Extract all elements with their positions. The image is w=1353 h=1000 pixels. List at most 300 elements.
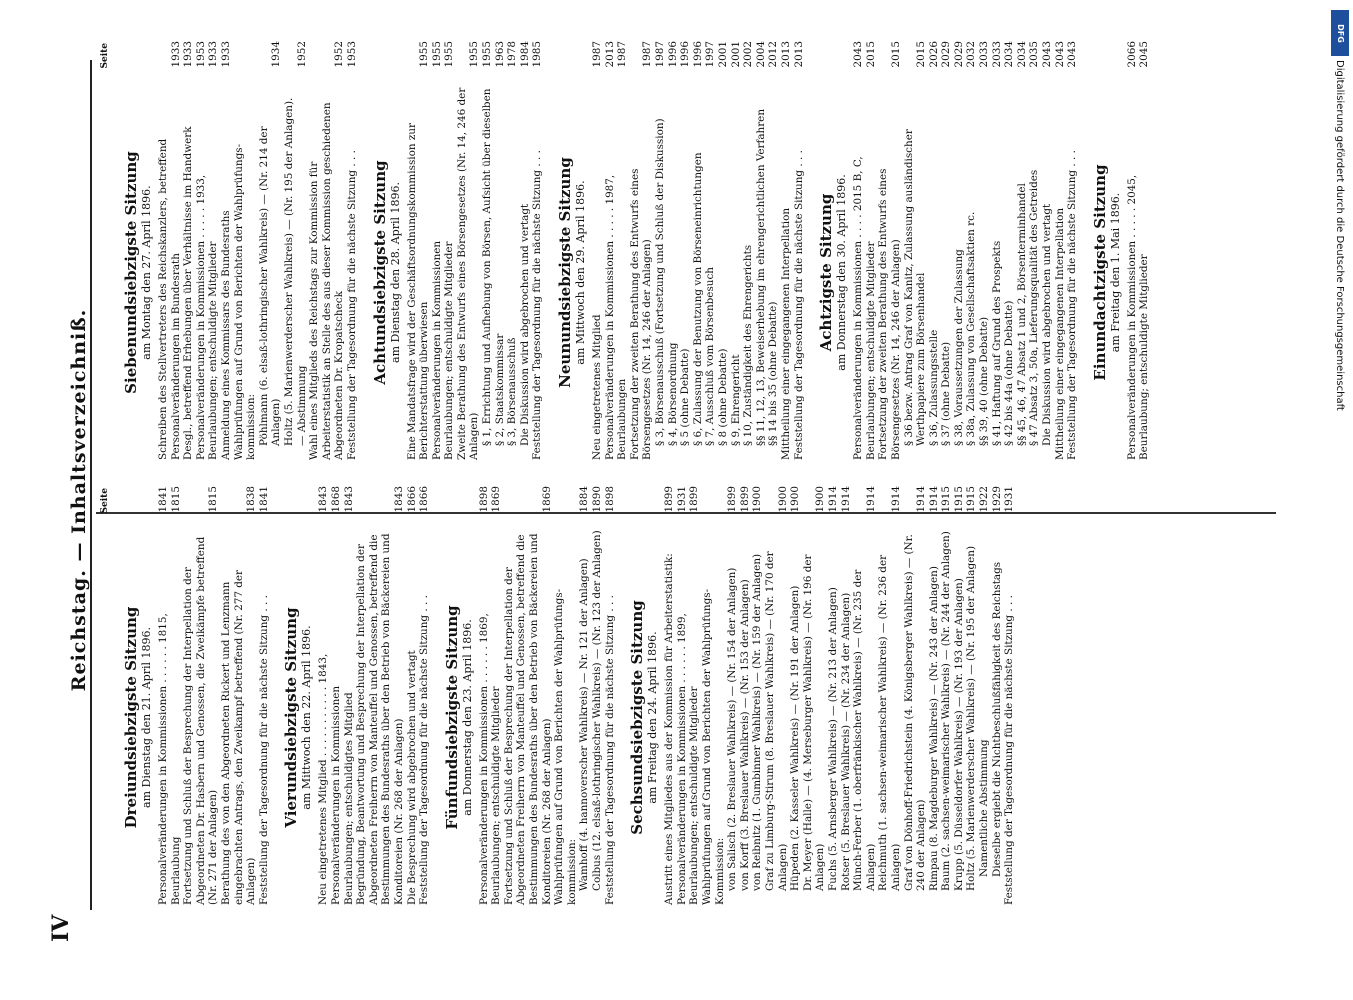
entry-page: 1899 [688,486,701,513]
entry-text: Personalveränderungen in Kommissionen . . . . 2015 B, C, [852,156,865,460]
toc-entry [927,41,941,460]
entry-text: Krupp (5. Düsseldorfer Wahlkreis) — (Nr. 193 der Anlagen) [952,578,965,891]
toc-entry [1066,41,1079,460]
toc-entry [978,486,991,905]
entry-page: 1914 [864,486,877,513]
session-date: am Freitag den 1. Mai 1896. [1108,192,1122,353]
entry-page: 1955 [468,41,481,68]
toc-entry [531,41,544,460]
entry-page: 2029 [940,41,953,68]
entry-page: 1869 [540,486,553,513]
toc-entry [207,41,220,460]
toc-entry [852,486,877,905]
entry-text: Pöhlmann (6. elsaß-lothringischer Wahlkreis) — (Nr. 214 der Anlagen) [257,126,283,446]
entry-text: Fortsetzung der zweiten Berathung des Entwurfs eines Börsengesetzes (Nr. 14, 246 der Anlagen) [877,168,902,460]
entry-text: Feststellung der Tagesordnung für die nächste Sitzung . . . [1003,595,1016,905]
entry-text: Fortsetzung der zweiten Berathung des Entwurfs eines Börsengesetzes (Nr. 14, 246 der Anlagen) [628,168,654,460]
entry-text: Feststellung der Tagesordnung für die nächste Sitzung . . . [418,595,431,905]
toc-entry [355,486,405,905]
entry-page: 1866 [405,486,418,513]
toc-entry [877,41,902,460]
entry-page: 1996 [691,41,704,68]
toc-entry [726,486,739,905]
seite-label: Seite [100,488,110,514]
toc-entry [418,486,431,905]
entry-page: 2033 [978,41,991,68]
toc-entry [990,41,1004,460]
entry-text: Beurlaubungen; entschuldigte Mitglieder [443,241,456,460]
entry-text: § 7, Ausschluß vom Börsenbesuch [704,267,717,446]
entry-page: 1843 [392,486,405,513]
entry-page: 2001 [729,41,742,68]
entry-text: Feststellung der Tagesordnung für die nächste Sitzung . . . [531,150,544,460]
session-title: Vierundsiebzigste Sitzung [282,607,301,828]
toc-entry [157,41,182,460]
session-date: am Dienstag den 21. April 1896. [140,627,153,808]
entry-text: Feststellung der Tagesordnung für die nächste Sitzung . . . [603,595,616,905]
session-date: am Donnerstag den 30. April 1896. [835,174,849,371]
entry-page: 2043 [1041,41,1054,68]
entry-page: 1869 [490,486,503,513]
entry-page: 2002 [742,41,755,68]
entry-page: 1900 [776,486,789,513]
toc-entry [493,41,507,460]
entry-page: 1984 [518,41,531,68]
toc-entry [1125,41,1139,460]
entry-text: § 4, Börsenordnung [666,342,679,446]
toc-entry [779,41,793,460]
entry-text: Fuchs (5. Arnsberger Wahlkreis) — (Nr. 213 der Anlagen) [826,587,839,891]
entry-text: § 8 (ohne Debatte) [716,348,729,446]
toc-entry [927,486,941,905]
entry-text: Beurlaubung; entschuldigte Mitglieder [1138,254,1151,460]
toc-entry [477,486,491,905]
entry-page: 1933 [182,41,195,68]
entry-text: Baum (2. sachsen-weimarischer Wahlkreis) — (Nr. 244 der Anlagen) [940,531,953,891]
toc-entry [763,486,789,905]
entry-page: 1914 [889,486,902,513]
toc-entry [902,41,928,460]
entry-text: Rotser (5. Breslauer Wahlkreis) — (Nr. 234 der Anlagen) [839,592,852,891]
toc-entry [801,486,827,905]
entry-text: Hüpeden (2. Kasseler Wahlkreis) — (Nr. 191 der Anlagen) [789,585,802,891]
entry-page: 2034 [1003,41,1016,68]
toc-entry [342,486,356,905]
toc-entry [877,486,902,905]
entry-text: §§ 11, 12, 13, Beweiserhebung im ehrengerichtlichen Verfahren [754,108,767,446]
entry-page: 1931 [675,486,688,513]
toc-entry [219,486,258,905]
left-column [100,486,1016,905]
entry-page: 1963 [493,41,506,68]
entry-text: § 6, Zulassung der Benutzung von Börseneinrichtungen [691,152,704,446]
toc-entry [345,41,359,460]
entry-text: Feststellung der Tagesordnung für die nächste Sitzung . . . [257,595,270,905]
entry-page: 1987 [654,41,666,68]
entry-page: 1838 [245,486,258,513]
entry-text: Graf von Dönhoff-Friedrichstein (4. Königsberger Wahlkreis) — (Nr. 240 der Anlagen) [902,534,928,891]
entry-text: Beurlaubungen; entschuldigte Mitglieder [490,686,503,905]
entry-page: 1922 [978,486,991,513]
entry-text: Dr. Meyer (Halle) — (4. Merseburger Wahlkreis) — (Nr. 196 der Anlagen) [801,554,827,891]
entry-text: Namentliche Abstimmung [978,739,991,877]
dfg-logo: DFG [1331,10,1349,56]
entry-page: 1933 [207,41,220,68]
toc-entry [308,41,346,460]
entry-text: § 2, Staatskommissar [493,333,506,446]
entry-text: Desgl., betreffend Erhebungen über Verhältnisse im Handwerk [182,126,195,460]
toc-entry [603,486,617,905]
entry-page: 2066 [1125,41,1138,68]
toc-entry [481,41,494,460]
entry-page: 1955 [418,41,431,68]
session-date: am Dienstag den 28. April 1896. [388,182,402,363]
entry-page: 1996 [666,41,679,68]
entry-text: Personalveränderungen in Kommissionen . . . . . 2045, [1125,174,1138,460]
entry-page: 1987 [591,41,604,68]
session-title: Fünfundsiebzigste Sitzung [442,605,461,830]
toc-entry [518,41,532,460]
entry-text: Dieselbe ergiebt die Nichtbeschlußfähigkeit des Reichstags [990,561,1003,877]
session-date: am Mittwoch den 22. April 1896. [300,625,314,810]
entry-text: von Reibnitz (1. Gumbinner Wahlkreis) — (Nr. 159 der Anlagen) [751,553,764,891]
toc-entry [826,486,840,905]
entry-text: § 42 bis 44a (ohne Debatte) [1003,300,1016,446]
toc-entry [940,486,953,905]
entry-text: Feststellung der Tagesordnung für die nächste Sitzung . . . [792,150,805,460]
toc-entry [169,486,183,905]
toc-entry [405,41,431,460]
entry-page: 1815 [207,486,220,513]
entry-text: Beurlaubungen; entschuldigte Mitglieder [864,241,877,460]
entry-text: § 36, Zulassungsstelle [927,329,940,446]
entry-text: Neu eingetretenes Mitglied . . . . . . . . . . . 1843, [317,653,330,905]
entry-page: 1931 [1003,486,1016,513]
entry-text: § 37 (ohne Debatte) [940,341,953,446]
entry-text: Fortsetzung und Schluß der Besprechung der Interpellation der Abgeordneten Freiherrn von Manteuffel und Genossen, betreffend die Bestimmungen des Bundesraths über den Betrieb von Bäckereien und Konditoreien (Nr. 268 der Anlagen) [502,533,553,905]
toc-entry [663,486,676,905]
entry-page: 1843 [342,486,355,513]
side-note [1329,60,1351,940]
entry-text: Beurlaubungen; entschuldigtes Mitglied [342,692,355,905]
entry-text: Eine Mandatsfrage wird der Geschäftsordnungskommission zur Berichterstattung überwiesen [405,123,431,460]
entry-page: 1915 [965,486,978,513]
entry-page: 1899 [726,486,739,513]
toc-entry [1041,41,1054,460]
entry-page: 1843 [317,486,330,513]
toc-entry [675,486,689,905]
entry-page: 2013 [792,41,805,68]
entry-text: Neu eingetretenes Mitglied [591,314,604,460]
entry-text: Holtz (5. Marienwerderscher Wahlkreis) — (Nr. 195 der Anlagen). — Abstimmung [282,97,308,446]
toc-entry [490,486,503,905]
entry-text: Begründung, Beantwortung und Besprechung der Interpellation der Abgeordneten Freiherrn von Manteuffel und Genossen, betreffend die Bestimmungen des Bundesraths über den Betrieb von Bäckereien und Konditoreien (Nr. 268 der Anlagen) [355,533,405,905]
toc-entry [443,41,456,460]
entry-text: Rimpau (8. Magdeburger Wahlkreis) — (Nr. 243 der Anlagen) [927,566,940,891]
toc-entry [965,41,978,460]
entry-page: 2034 [1015,41,1028,68]
entry-text: § 38, Voraussetzungen der Zulassung [952,249,965,446]
toc-entry [990,486,1004,905]
entry-page: 1866 [418,486,431,513]
toc-entry [405,486,419,905]
entry-page: 2043 [1066,41,1079,68]
entry-text: Beurlaubungen; entschuldigte Mitglieder [688,686,701,905]
toc-entry [257,41,283,460]
toc-entry [738,486,752,905]
entry-page: 2043 [1053,41,1066,68]
toc-entry [754,41,768,460]
entry-page: 1841 [257,486,270,513]
entry-page: 1915 [952,486,965,513]
entry-text: Personalveränderungen in Kommissionen [430,240,443,460]
toc-entry [1015,41,1029,460]
entry-text: Mittheilung einer eingegangenen Interpellation [779,207,792,460]
entry-text: §§ 14 bis 35 (ohne Debatte) [767,301,780,446]
entry-page: 2015 [889,41,902,68]
entry-text: Die Diskussion wird abgebrochen und vertagt [1041,203,1054,446]
entry-text: Feststellung der Tagesordnung für die nächste Sitzung . . . [345,150,358,460]
entry-text: § 36 bezw. Antrag Graf von Kanitz, Zulassung ausländischer Werthpapiere zum Börsenhandel [902,129,928,446]
toc-entry [679,41,692,460]
entry-page: 2004 [754,41,767,68]
entry-text: Holtz (5. Marienwerderscher Wahlkreis) — (Nr. 195 der Anlagen) [965,545,978,891]
entry-page: 2013 [603,41,616,68]
entry-text: § 47 Absatz 3, 50a, Lieferungsqualität des Getreides [1028,169,1041,446]
toc-entry [691,41,705,460]
toc-entry [965,486,978,905]
entry-page: 1955 [481,41,494,68]
entry-text: Zweite Berathung des Entwurfs eines Börsengesetzes (Nr. 14, 246 der Anlagen) [455,87,481,460]
toc-entry [952,486,966,905]
entry-text: Personalveränderungen in Kommissionen . . . . . . 1899, [675,613,688,905]
entry-text: § 38a, Zulassung von Gesellschaftsaktien rc. [965,211,978,446]
toc-entry [430,41,444,460]
toc-entry [1028,41,1041,460]
entry-page: 2045 [1138,41,1151,68]
toc-entry [688,486,701,905]
toc-entry [902,486,928,905]
toc-entry [502,486,553,905]
running-title: Reichstag. — Inhaltsverzeichniß. [68,308,90,692]
entry-page: 2012 [767,41,780,68]
toc-entry [182,41,195,460]
toc-entry [578,486,591,905]
entry-page: 1996 [679,41,692,68]
entry-page: 1915 [940,486,953,513]
toc-entry [742,41,755,460]
entry-text: § 41, Haftung auf Grund des Prospekts [990,240,1003,446]
toc-entry [978,41,991,460]
entry-page: 1815 [169,486,182,513]
toc-entry [1138,41,1151,460]
toc-entry [553,530,578,905]
entry-page: 1934 [270,41,283,68]
entry-page: 1898 [603,486,616,513]
toc-entry [628,41,654,460]
toc-entry [704,41,717,460]
entry-text: § 5 (ohne Debatte) [679,348,692,446]
header-rule [90,60,92,910]
session-date: am Montag den 27. April 1896. [140,185,153,360]
entry-page: 1884 [578,486,591,513]
entry-text: Personalveränderungen in Kommissionen [329,685,342,905]
entry-page: 1955 [430,41,443,68]
entry-page: 1900 [789,486,802,513]
toc-entry [839,486,853,905]
entry-page: 1952 [333,41,346,68]
toc-entry [940,41,953,460]
toc-entry [654,41,667,460]
toc-entry [729,41,743,460]
entry-text: Reichmuth (1. sachsen-weimarischer Wahlkreis) — (Nr. 236 der Anlagen) [877,554,902,891]
toc-entry [1003,41,1016,460]
entry-text: Die Diskussion wird abgebrochen und vertagt [518,203,531,446]
entry-page: 1914 [826,486,839,513]
entry-text: Colbus (12. elsaß-lothringischer Wahlkreis) — (Nr. 123 der Anlagen) [591,530,604,891]
toc-entry [701,530,726,905]
entry-page: 2001 [716,41,729,68]
entry-text: von Korff (3. Breslauer Wahlkreis) — (Nr. 153 der Anlagen) [738,579,751,891]
entry-text: Beurlaubungen [616,378,629,460]
toc-entry [329,486,343,905]
entry-page: 1997 [704,41,717,68]
entry-text: Fortsetzung und Schluß der Besprechung der Interpellation der Abgeordneten Dr. Hasbern und Genossen, die Zweikämpfe betreffend (Nr. 271 der Anlagen) [182,536,220,905]
entry-page: 1929 [990,486,1003,513]
entry-page: 1933 [169,41,182,68]
entry-text: Personalveränderungen in Kommissionen . . . . . . 1815, [157,613,169,905]
toc-entry [864,41,878,460]
entry-text: Personalveränderungen in Kommissionen . . . . . . 1869, [477,613,490,905]
toc-entry [233,85,258,460]
entry-text: Feststellung der Tagesordnung für die nächste Sitzung . . . [1066,150,1079,460]
entry-page: 2043 [852,41,865,68]
entry-text: §§ 39, 40 (ohne Debatte) [978,316,991,446]
toc-entry [219,41,233,460]
toc-entry [257,486,271,905]
side-note-text: Digitalisierung gefördert durch die Deutsche Forschungsgemeinschaft [1334,60,1345,411]
entry-text: Wahl eines Mitglieds des Reichstags zur Kommission für Arbeiterstatistik an Stelle des aus dieser Kommission geschiedenen Abgeordneten Dr. Kropatscheck [308,102,346,460]
entry-text: Austritt eines Mitgliedes aus der Kommission für Arbeiterstatistik: [663,553,676,905]
toc-entry [1003,486,1016,905]
entry-page: 2035 [1028,41,1041,68]
entry-page: 1987 [616,41,629,68]
session-title: Siebenundsiebzigste Sitzung [122,151,140,394]
entry-page: 2026 [927,41,940,68]
entry-text: Die Besprechung wird abgebrochen und vertagt [405,650,418,905]
entry-text: Berathung des von den Abgeordneten Rickert und Lenzmann eingebrachten Antrags, den Zweikampf betreffend (Nr. 277 der Anlagen) [219,569,258,905]
entry-page: 2015 [915,41,928,68]
entry-page: 1890 [591,486,604,513]
toc-entry [666,41,680,460]
session-date: am Freitag den 24. April 1896. [646,631,660,804]
toc-entry [616,41,629,460]
session-title: Dreiundsiebzigste Sitzung [122,606,140,829]
entry-text: Beurlaubung [169,836,182,905]
entry-page: 1987 [641,41,654,68]
entry-text: Wahlprüfungen auf Grund von Berichten der Wahlprüfungs-kommission: [232,143,258,460]
toc-entry [282,41,308,460]
toc-entry [317,486,330,905]
entry-page: 1900 [814,486,827,513]
entry-text: § 10, Zuständigkeit des Ehrengerichts [742,244,755,446]
entry-page: 1914 [839,486,852,513]
entry-page: 2033 [990,41,1003,68]
toc-entry [194,41,208,460]
entry-page: 1955 [443,41,456,68]
entry-text: Beurlaubungen; entschuldigte Mitglieder [207,241,220,460]
toc-entry [789,486,802,905]
entry-text: § 9, Ehrengericht [729,354,742,446]
entry-page: 1900 [751,486,764,513]
entry-text: § 3, Börsenausschuß (Fortsetzung und Schluß der Diskussion) [654,118,666,446]
toc-entry [792,41,806,460]
entry-text: Wahlprüfungen auf Grund von Berichten der Wahlprüfungs-kommission: [553,588,578,905]
toc-entry [1053,41,1067,460]
session-title: Einundachtzigste Sitzung [1090,164,1109,381]
toc-entry [591,486,604,905]
entry-text: von Salisch (2. Breslauer Wahlkreis) — (Nr. 154 der Anlagen) [726,567,739,891]
entry-page: 1952 [295,41,308,68]
entry-text: Schreiben des Stellvertreters des Reichskanzlers, betreffend Personalveränderungen im Bundesrath [157,138,182,460]
page-number: IV [48,914,74,942]
entry-text: Personalveränderungen in Kommissionen . . . . . 1987, [603,174,616,460]
entry-text: Personalveränderungen in Kommissionen . . . . . 1933, [194,174,207,460]
toc-entry [751,486,764,905]
entry-page: 1978 [506,41,519,68]
session-date: am Donnerstag den 23. April 1896. [460,619,474,816]
entry-text: § 3, Börsenausschuß [506,337,519,446]
right-column [100,41,1151,460]
toc-entry [603,41,617,460]
toc-entry [852,41,865,460]
entry-page: 1898 [477,486,490,513]
seite-label: Seite [100,43,110,69]
toc-entry [952,41,966,460]
toc-entry [157,486,170,905]
entry-page: 1953 [345,41,358,68]
session-date: am Mittwoch den 29. April 1896. [574,180,588,365]
entry-text: § 1, Errichtung und Aufhebung von Börsen, Aufsicht über dieselben [481,88,494,446]
entry-text: Anmeldung eines Kommissars des Bundesraths [219,210,232,460]
entry-text: §§ 45, 46, 47 Absatz 1 und 2, Börsenterminhandel [1015,183,1028,446]
toc-entry [182,486,220,905]
entry-page: 1914 [915,486,928,513]
entry-text: Wamhoff (4. hannoverscher Wahlkreis) — Nr. 121 der Anlagen) [578,558,591,891]
toc-entry [506,41,519,460]
entry-page: 1841 [157,486,169,513]
entry-text: Wahlprüfungen auf Grund von Berichten der Wahlprüfungs-Kommission: [701,588,726,905]
toc-entry [455,41,481,460]
session-title: Achtzigste Sitzung [817,193,836,352]
session-title: Sechsundsiebzigste Sitzung [628,600,647,835]
entry-page: 2032 [965,41,978,68]
entry-page: 1953 [194,41,207,68]
entry-page: 1914 [927,486,940,513]
entry-page: 1899 [738,486,751,513]
entry-page: 2015 [864,41,877,68]
toc-entry [767,41,780,460]
entry-page: 2013 [779,41,792,68]
entry-text: Graf zu Limburg-Stirum (8. Breslauer Wahlkreis) — (Nr. 170 der Anlagen) [763,551,789,891]
entry-text: Münch-Ferber (1. oberfränkischer Wahlkreis) — (Nr. 235 der Anlagen) [852,569,877,891]
toc-entry [591,41,604,460]
session-title: Achtundsiebzigste Sitzung [370,160,389,385]
entry-page: 1985 [531,41,544,68]
entry-page: 2029 [952,41,965,68]
session-title: Neunundsiebzigste Sitzung [556,157,575,388]
entry-page: 1868 [329,486,342,513]
